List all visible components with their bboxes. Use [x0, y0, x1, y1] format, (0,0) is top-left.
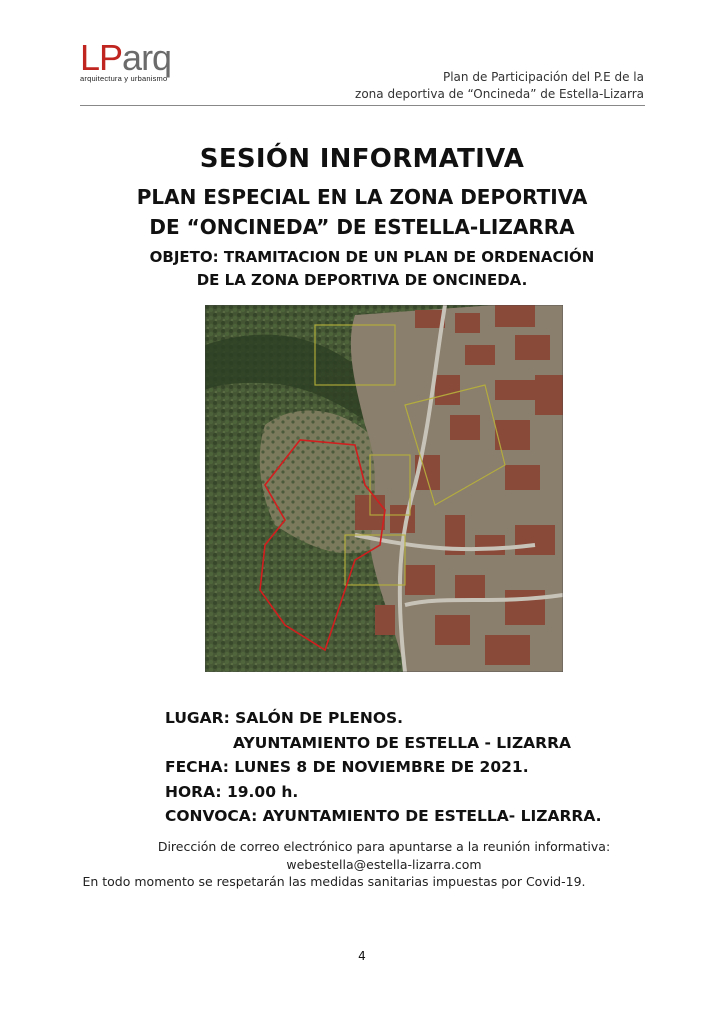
aerial-map-image: [205, 305, 563, 672]
header-line-2: zona deportiva de “Oncineda” de Estella-Lizarra: [355, 87, 644, 101]
detail-convoca: CONVOCA: AYUNTAMIENTO DE ESTELLA- LIZARRA.: [165, 807, 602, 825]
detail-hora: HORA: 19.00 h.: [165, 782, 299, 801]
document-header: [355, 69, 644, 103]
event-details: [165, 706, 602, 829]
header-divider: [80, 105, 645, 106]
detail-lugar-2: AYUNTAMIENTO DE ESTELLA - LIZARRA: [233, 733, 572, 752]
detail-lugar: LUGAR: SALÓN DE PLENOS.: [165, 709, 404, 727]
logo-arq: arq: [122, 37, 172, 78]
subtitle: [0, 182, 724, 242]
note-line-3: En todo momento se respetarán las medidas sanitarias impuestas por Covid-19.: [82, 874, 586, 889]
object-line-1: OBJETO: TRAMITACION DE UN PLAN DE ORDENACIÓN: [149, 248, 595, 266]
logo-lp: LP: [80, 37, 123, 78]
contact-email[interactable]: webestella@estella-lizarra.com: [286, 856, 482, 872]
object-line-2-prefix: DE: [196, 271, 225, 289]
object-line-2-wrap: [0, 269, 724, 292]
detail-fecha: FECHA: LUNES 8 DE NOVIEMBRE DE 2021.: [165, 758, 529, 776]
logo-tagline: arquitectura y urbanismo: [80, 74, 168, 83]
object-line-2: LA ZONA DEPORTIVA DE ONCINEDA.: [224, 271, 528, 289]
object-statement: [0, 246, 724, 292]
lparq-logo: [80, 37, 190, 83]
subtitle-line-1: PLAN ESPECIAL EN LA ZONA DEPORTIVA: [136, 185, 588, 209]
page-title: SESIÓN INFORMATIVA: [199, 144, 525, 174]
registration-note: [0, 838, 724, 891]
header-line-1: Plan de Participación del P.E de la: [442, 70, 644, 84]
subtitle-line-2: DE “ONCINEDA” DE ESTELLA-LIZARRA: [149, 215, 575, 239]
page-number: 4: [358, 949, 366, 963]
note-line-1: Dirección de correo electrónico para apuntarse a la reunión informativa:: [157, 839, 611, 854]
